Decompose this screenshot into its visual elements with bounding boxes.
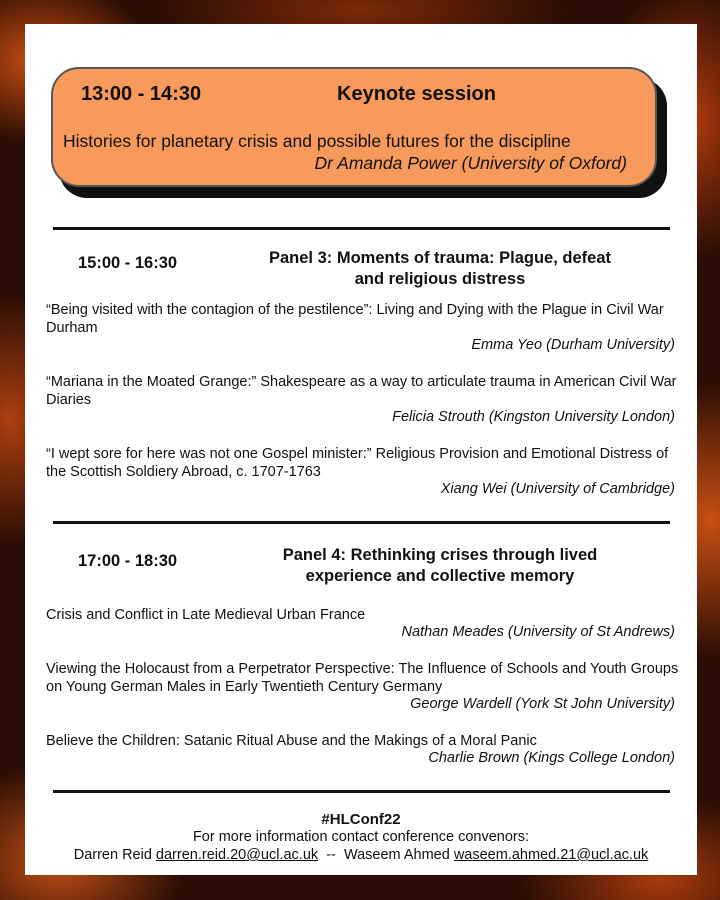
contact-name: Waseem Ahmed (343, 847, 450, 863)
contact-info-text: For more information contact conference convenors: (192, 829, 530, 845)
panel3-talk-speaker: Emma Yeo (Durham University) (471, 337, 675, 353)
panel3-heading: Panel 3: Moments of trauma: Plague, defeat and religious distress (269, 249, 611, 288)
contacts-line (25, 847, 697, 863)
keynote-speaker: Dr Amanda Power (University of Oxford) (314, 153, 627, 173)
program-card (25, 24, 697, 875)
panel4-talk-speaker: Nathan Meades (University of St Andrews) (401, 624, 675, 640)
divider (53, 227, 670, 230)
panel4-time: 17:00 - 18:30 (78, 552, 178, 570)
keynote-box (51, 67, 657, 187)
contact-name: Darren Reid (73, 847, 152, 863)
keynote-heading: Keynote session (337, 83, 496, 105)
divider (53, 790, 670, 793)
panel4-talk-speaker: Charlie Brown (Kings College London) (428, 750, 675, 766)
panel4-talk-speaker: George Wardell (York St John University) (410, 696, 675, 712)
contact-email-link[interactable]: waseem.ahmed.21@ucl.ac.uk (453, 847, 649, 863)
panel3-talk-speaker: Felicia Strouth (Kingston University London) (392, 409, 675, 425)
panel4-heading: Panel 4: Rethinking crises through lived experience and collective memory (282, 546, 598, 585)
panel4-talk-title: Crisis and Conflict in Late Medieval Urban France (46, 607, 366, 623)
panel4-talk-title: Viewing the Holocaust from a Perpetrator Perspective: The Influence of Schools and Youth Groups on Young German Males in Early Twentieth Century Germany (46, 661, 679, 695)
keynote-time: 13:00 - 14:30 (81, 83, 202, 105)
panel3-talk-speaker: Xiang Wei (University of Cambridge) (440, 481, 675, 497)
panel3-talk-title: “Being visited with the contagion of the pestilence”: Living and Dying with the Plague in Civil War Durham (46, 302, 664, 336)
panel3-talk-title: “Mariana in the Moated Grange:” Shakespeare as a way to articulate trauma in American Civil War Diaries (46, 374, 677, 408)
panel4-talk-title: Believe the Children: Satanic Ritual Abuse and the Makings of a Moral Panic (46, 733, 537, 749)
divider (53, 521, 670, 524)
conference-hashtag: #HLConf22 (321, 811, 401, 828)
contact-email-link[interactable]: darren.reid.20@ucl.ac.uk (155, 847, 319, 863)
panel3-talk-title: “I wept sore for here was not one Gospel minister:” Religious Provision and Emotional Distress of the Scottish Soldiery Abroad, c. 1707-1763 (46, 446, 669, 480)
contact-separator: -- (326, 847, 336, 863)
keynote-title: Histories for planetary crisis and possible futures for the discipline (63, 131, 571, 151)
panel3-time: 15:00 - 16:30 (78, 254, 178, 272)
